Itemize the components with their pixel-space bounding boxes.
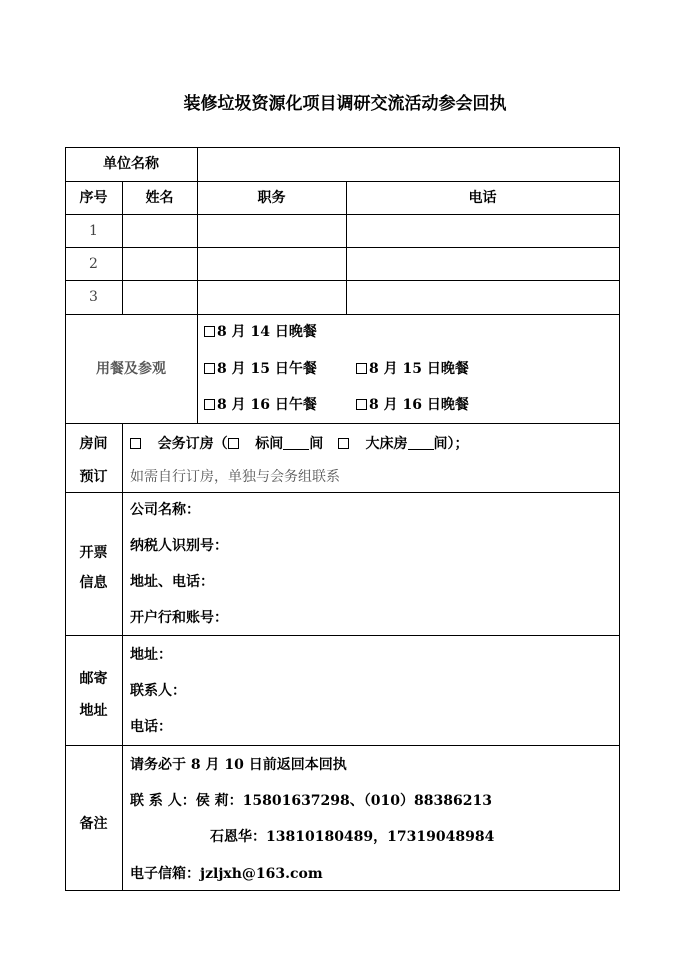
room-label-2: 预订 — [79, 469, 108, 485]
invoice-address-phone-label: 地址、电话： — [130, 574, 214, 590]
standard-room-count-field[interactable] — [283, 435, 309, 450]
checkbox-icon[interactable] — [338, 438, 349, 449]
room-note: 如需自行订房，单独与会务组联系 — [130, 469, 340, 485]
row-no: 3 — [89, 289, 98, 305]
room-booking-line: 会务订房（ 标间 间 大床房 间）； — [130, 434, 469, 454]
unit-name-field[interactable] — [205, 154, 605, 174]
row-no: 2 — [89, 256, 98, 272]
remarks-label: 备注 — [79, 816, 108, 832]
mail-label-1: 邮寄 — [79, 671, 108, 687]
bigbed-room-count-field[interactable] — [408, 435, 434, 450]
room-label-1: 房间 — [79, 436, 108, 452]
remarks-contact-2: 石恩华：13810180489，17319048984 — [210, 829, 495, 845]
mail-phone-label: 电话： — [130, 719, 172, 735]
remarks-contact-line: 联 系 人：侯 莉：15801637298、（010）88386213 — [130, 793, 492, 809]
checkbox-icon — [356, 399, 367, 410]
checkbox-icon — [356, 363, 367, 374]
page-title: 装修垃圾资源化项目调研交流活动参会回执 — [183, 94, 507, 114]
remarks-email-line: 电子信箱：jzljxh@163.com — [130, 866, 323, 882]
meal-option[interactable]: 8 月 16 日晚餐 — [356, 395, 469, 415]
checkbox-icon — [204, 326, 215, 337]
col-no-header: 序号 — [79, 190, 108, 206]
mail-label-2: 地址 — [79, 703, 108, 719]
checkbox-icon[interactable] — [228, 438, 239, 449]
mail-contact-label: 联系人： — [130, 683, 186, 699]
meal-option[interactable]: 8 月 15 日晚餐 — [356, 359, 469, 379]
email-link[interactable]: jzljxh@163.com — [200, 866, 323, 882]
checkbox-icon[interactable] — [130, 438, 141, 449]
row-no: 1 — [89, 223, 98, 239]
meal-option[interactable]: 8 月 15 日午餐 — [204, 359, 317, 379]
checkbox-icon — [204, 363, 215, 374]
invoice-label-1: 开票 — [79, 545, 108, 561]
meal-option[interactable]: 8 月 16 日午餐 — [204, 395, 317, 415]
col-name-header: 姓名 — [145, 190, 174, 206]
remarks-deadline: 请务必于 8 月 10 日前返回本回执 — [130, 757, 347, 773]
checkbox-icon — [204, 399, 215, 410]
mail-address-label: 地址： — [130, 647, 172, 663]
unit-name-label: 单位名称 — [103, 156, 159, 172]
col-position-header: 职务 — [257, 190, 286, 206]
invoice-tax-id-label: 纳税人识别号： — [130, 538, 228, 554]
col-phone-header: 电话 — [468, 190, 497, 206]
invoice-label-2: 信息 — [79, 575, 108, 591]
meal-option[interactable]: 8 月 14 日晚餐 — [204, 322, 317, 342]
invoice-bank-account-label: 开户行和账号： — [130, 610, 228, 626]
meals-label: 用餐及参观 — [96, 361, 166, 377]
invoice-company-label: 公司名称： — [130, 502, 200, 518]
